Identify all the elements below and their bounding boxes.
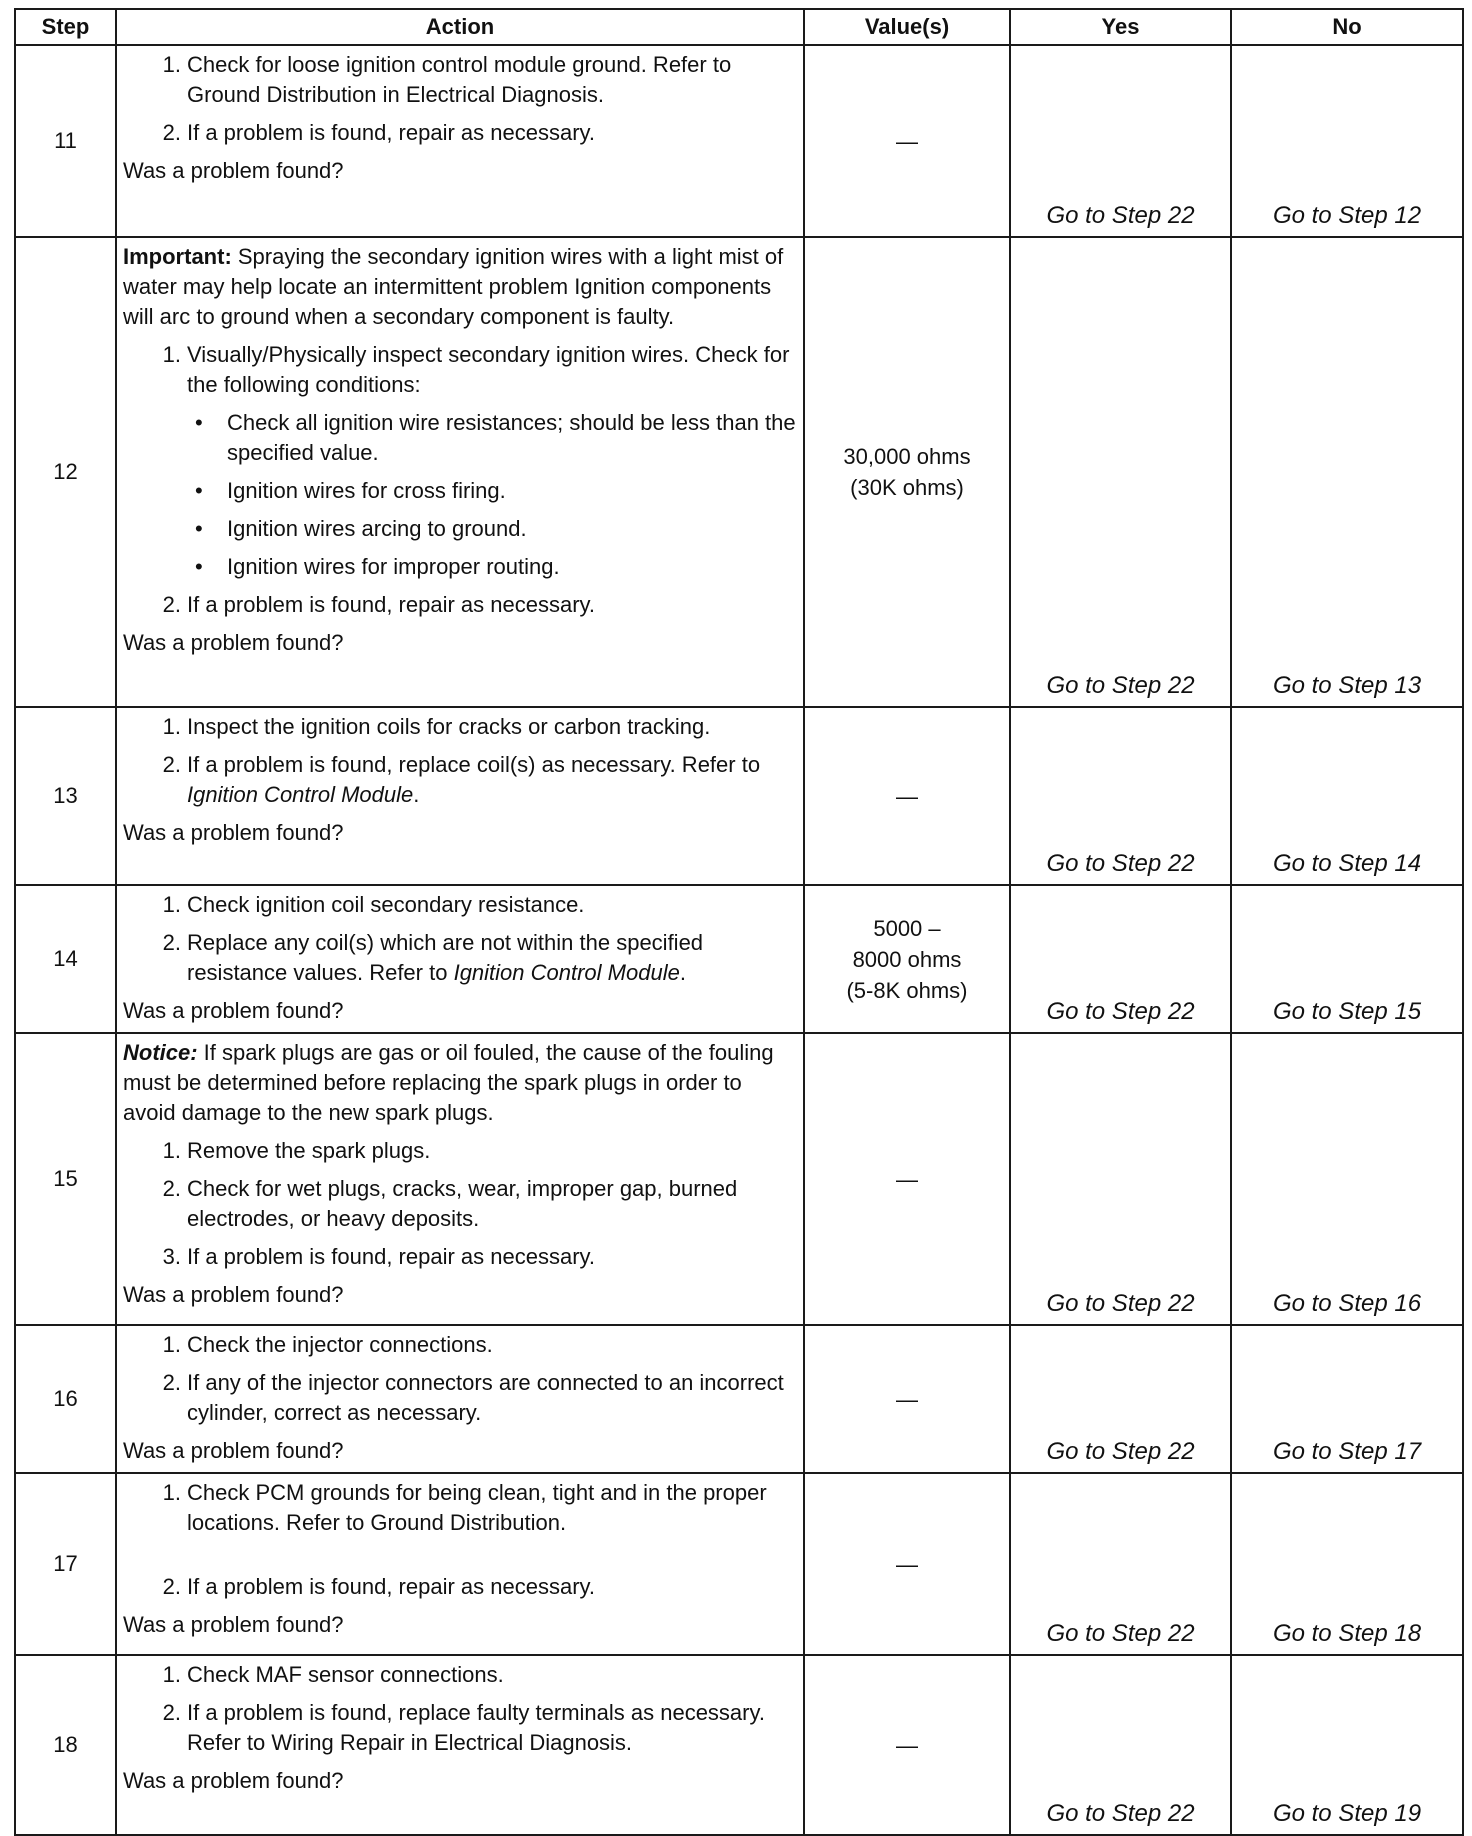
- condition-bullet: • Ignition wires arcing to ground.: [195, 516, 527, 541]
- no-result: Go to Step 15: [1231, 885, 1463, 1033]
- no-result: Go to Step 16: [1231, 1033, 1463, 1325]
- step-number: 15: [15, 1033, 116, 1325]
- action-cell: [116, 1325, 804, 1473]
- value-cell: [804, 885, 1010, 1033]
- action-question: Was a problem found?: [123, 998, 344, 1023]
- value-line: (30K ohms): [850, 475, 964, 500]
- yes-result: Go to Step 22: [1010, 237, 1231, 707]
- yes-result: Go to Step 22: [1010, 1033, 1231, 1325]
- no-result: Go to Step 12: [1231, 45, 1463, 237]
- action-cell: [116, 707, 804, 885]
- yes-result: Go to Step 22: [1010, 885, 1231, 1033]
- action-question: Was a problem found?: [123, 820, 344, 845]
- value-line: (5-8K ohms): [846, 977, 968, 1003]
- action-item: 2 . Check for wet plugs, cracks, wear, improper gap, burned electrodes, or heavy deposits.: [123, 1174, 797, 1234]
- important-note: Important: Spraying the secondary ignition wires with a light mist of water may help locate an intermittent problem Ignition components will arc to ground when a secondary component is faulty.: [123, 244, 784, 329]
- action-item: 2 . If a problem is found, replace coil(s) as necessary. Refer to Ignition Control Module.: [123, 750, 797, 810]
- action-item: 2 . If a problem is found, repair as necessary.: [123, 1572, 797, 1602]
- yes-result: Go to Step 22: [1010, 1655, 1231, 1835]
- action-item: 2 . If any of the injector connectors are connected to an incorrect cylinder, correct as necessary.: [123, 1368, 797, 1428]
- action-item: 1 . Inspect the ignition coils for cracks or carbon tracking.: [123, 712, 797, 742]
- action-item: 1 . Remove the spark plugs.: [123, 1136, 797, 1166]
- value-cell: —: [804, 1473, 1010, 1655]
- value-cell: —: [804, 707, 1010, 885]
- action-item: 2 . If a problem is found, repair as necessary.: [123, 118, 797, 148]
- action-question: Was a problem found?: [123, 1768, 344, 1793]
- action-cell: [116, 1655, 804, 1835]
- value-cell: —: [804, 1325, 1010, 1473]
- condition-bullet: • Ignition wires for cross firing.: [195, 478, 506, 503]
- no-result: Go to Step 17: [1231, 1325, 1463, 1473]
- header-yes: Yes: [1010, 9, 1231, 45]
- action-item: 1 . Check the injector connections.: [123, 1330, 797, 1360]
- no-result: Go to Step 19: [1231, 1655, 1463, 1835]
- action-question: Was a problem found?: [123, 158, 344, 183]
- action-question: Was a problem found?: [123, 630, 344, 655]
- no-result: Go to Step 14: [1231, 707, 1463, 885]
- table-row-step-17: [15, 1473, 1463, 1655]
- table-row-step-13: [15, 707, 1463, 885]
- action-item: 1 . Check for loose ignition control module ground. Refer to Ground Distribution in Electrical Diagnosis.: [123, 50, 797, 110]
- table-row-step-11: [15, 45, 1463, 237]
- action-question: Was a problem found?: [123, 1282, 344, 1307]
- no-result: Go to Step 13: [1231, 237, 1463, 707]
- table-row-step-14: [15, 885, 1463, 1033]
- header-step: Step: [15, 9, 116, 45]
- condition-bullet: • Ignition wires for improper routing.: [195, 554, 560, 579]
- yes-result: Go to Step 22: [1010, 1325, 1231, 1473]
- table-row-step-15: [15, 1033, 1463, 1325]
- value-cell: [804, 237, 1010, 707]
- step-number: 17: [15, 1473, 116, 1655]
- action-cell: [116, 1473, 804, 1655]
- action-cell: [116, 885, 804, 1033]
- header-row: [15, 9, 1463, 45]
- step-number: 18: [15, 1655, 116, 1835]
- action-item: 1 . Check PCM grounds for being clean, tight and in the proper locations. Refer to Ground Distribution.: [123, 1478, 797, 1538]
- value-cell: —: [804, 1033, 1010, 1325]
- action-item: 1 . Visually/Physically inspect secondary ignition wires. Check for the following conditions:: [123, 340, 797, 400]
- step-number: 12: [15, 237, 116, 707]
- condition-bullet: • Check all ignition wire resistances; should be less than the specified value.: [195, 410, 796, 465]
- action-item: 2 . If a problem is found, replace faulty terminals as necessary. Refer to Wiring Repair in Electrical Diagnosis.: [123, 1698, 797, 1758]
- value-cell: —: [804, 45, 1010, 237]
- action-question: Was a problem found?: [123, 1438, 344, 1463]
- step-number: 13: [15, 707, 116, 885]
- step-number: 16: [15, 1325, 116, 1473]
- table-row-step-16: [15, 1325, 1463, 1473]
- action-item: 2 . If a problem is found, repair as necessary.: [123, 590, 797, 620]
- value-line: 8000 ohms: [852, 946, 962, 972]
- action-cell: [116, 45, 804, 237]
- step-number: 11: [15, 45, 116, 237]
- value-cell: —: [804, 1655, 1010, 1835]
- value-line: 5000 –: [873, 915, 941, 941]
- notice-note: Notice: If spark plugs are gas or oil fouled, the cause of the fouling must be determined before replacing the spark plugs in order to avoid damage to the new spark plugs.: [123, 1040, 774, 1125]
- diagnostic-table: [14, 8, 1464, 1836]
- action-question: Was a problem found?: [123, 1612, 344, 1637]
- header-values: Value(s): [804, 9, 1010, 45]
- header-no: No: [1231, 9, 1463, 45]
- action-item: 2 . Replace any coil(s) which are not within the specified resistance values. Refer to Ignition Control Module.: [123, 928, 797, 988]
- yes-result: Go to Step 22: [1010, 45, 1231, 237]
- action-item: 3 . If a problem is found, repair as necessary.: [123, 1242, 797, 1272]
- step-number: 14: [15, 885, 116, 1033]
- action-item: 1 . Check ignition coil secondary resistance.: [123, 890, 797, 920]
- table-row-step-12: [15, 237, 1463, 707]
- action-cell: [116, 1033, 804, 1325]
- no-result: Go to Step 18: [1231, 1473, 1463, 1655]
- table-row-step-18: [15, 1655, 1463, 1835]
- action-cell: [116, 237, 804, 707]
- yes-result: Go to Step 22: [1010, 1473, 1231, 1655]
- action-item: 1 . Check MAF sensor connections.: [123, 1660, 797, 1690]
- header-action: Action: [116, 9, 804, 45]
- yes-result: Go to Step 22: [1010, 707, 1231, 885]
- value-line: 30,000 ohms: [843, 444, 971, 469]
